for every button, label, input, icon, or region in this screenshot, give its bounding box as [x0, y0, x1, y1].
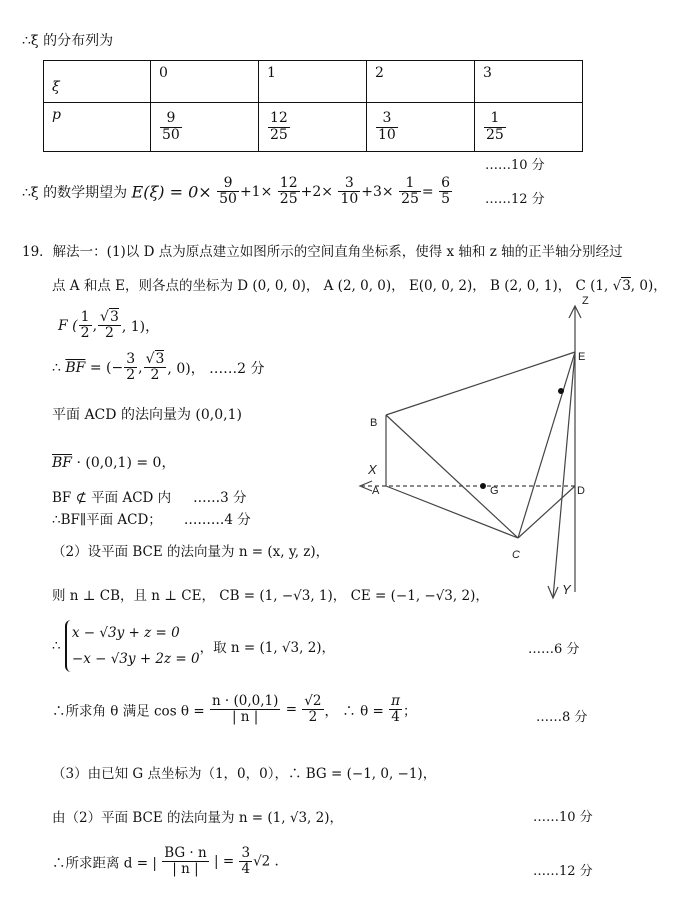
score-label: ……12 分 [485, 192, 545, 207]
label-g: G [490, 485, 499, 497]
prob-fraction: $\frac{12}{25}$ [270, 110, 288, 143]
prob-fraction: $\frac{9}{50}$ [162, 110, 180, 143]
part3-line: （3）由已知 G 点坐标为（1，0，0），∴ BG = (−1, 0, −1)， [52, 766, 437, 782]
p-head: p [52, 107, 61, 124]
label-c: C [512, 549, 520, 561]
label-z: Z [582, 295, 589, 307]
dot-product-line: $\overline{BF} \cdot (0,0,1) = 0$， [52, 455, 176, 471]
table-cell: 1 [267, 65, 276, 81]
dist-label: ∴ξ 的分布列为 [22, 33, 114, 49]
prob-fraction: $\frac{3}{10}$ [378, 110, 396, 143]
point-f [558, 388, 564, 394]
distance-line: ∴所求距离 d = | $\frac{BG \cdot n}{| n |}$ | = $\frac{3}{4}$ √2 . [52, 845, 279, 877]
q19-line1: 19．解法一：(1)以 D 点为原点建立如图所示的空间直角坐标系，使得 x 轴和 z 轴的正半轴分别经过 [22, 244, 623, 260]
score-label: ……10 分 [485, 158, 545, 173]
q19-line2: 点 A 和点 E，则各点的坐标为 D (0, 0, 0)， A (2, 0, 0)， E(0, 0, 2)， B (2, 0, 1)， C (1, √3, 0)， [52, 278, 667, 294]
table-cell: 3 [483, 65, 492, 81]
bf-vector-line: ∴ $\overline{BF}$ = (− $\frac{3}{2}$ , $\frac{√3}{2}$ , 0)， ……2 分 [52, 351, 265, 384]
score-label: ……8 分 [536, 710, 588, 725]
label-a: A [372, 485, 380, 497]
label-y: Y [562, 582, 571, 597]
point-g [480, 483, 486, 489]
table-cell: 0 [159, 65, 168, 81]
normal-acd: 平面 ACD 的法向量为 (0,0,1) [52, 407, 242, 423]
table-row [44, 103, 583, 152]
table-row [44, 61, 583, 103]
equation-system: ∴ x − √3y + z = 0 −x − √3y + 2z = 0 ，取 n = (1, √3, 2)， [52, 620, 335, 672]
prob-fraction: $\frac{1}{25}$ [486, 110, 504, 143]
angle-line: ∴所求角 θ 满足 cos θ = $\frac{n \cdot (0,0,1)}{| n |}$ = $\frac{√2}{2}$ ， ∴ θ = $\frac{\pi}{4}$ ； [52, 693, 417, 725]
part2-intro: （2）设平面 BCE 的法向量为 n = (x, y, z)， [52, 544, 330, 560]
label-x: X [368, 462, 377, 477]
score-label: ……10 分 [533, 810, 593, 825]
perp-line: 则 n ⊥ CB，且 n ⊥ CE， CB = (1, −√3, 1)， CE = (−1, −√3, 2)， [52, 588, 489, 604]
distribution-table [43, 60, 583, 152]
not-in-plane: BF ⊄ 平面 ACD 内 ……3 分 [52, 490, 247, 506]
score-label: ……12 分 [533, 864, 593, 879]
normal-bce: 由（2）平面 BCE 的法向量为 n = (1, √3, 2)， [52, 810, 343, 826]
label-b: B [370, 417, 378, 429]
parallel-line: ∴BF∥平面 ACD； ………4 分 [52, 512, 251, 528]
label-e: E [578, 351, 586, 363]
edge-be [386, 352, 575, 415]
edge-bc [386, 415, 518, 538]
coordinate-figure [350, 292, 640, 612]
label-d: D [577, 485, 585, 497]
score-label: ……6 分 [528, 642, 580, 657]
table-cell: 2 [375, 65, 384, 81]
xi-head: ξ [52, 79, 60, 95]
f-coord: F ( $\frac{1}{2}$ , $\frac{√3}{2}$ , 1)， [58, 309, 160, 342]
expectation-line: ∴ξ 的数学期望为 E(ξ) = 0× $\frac{9}{50}$ +1× $\frac{12}{25}$ +2× $\frac{3}{10}$ +3× $\frac{1}{25}$ = $\frac{6}{5}$ [22, 175, 451, 208]
